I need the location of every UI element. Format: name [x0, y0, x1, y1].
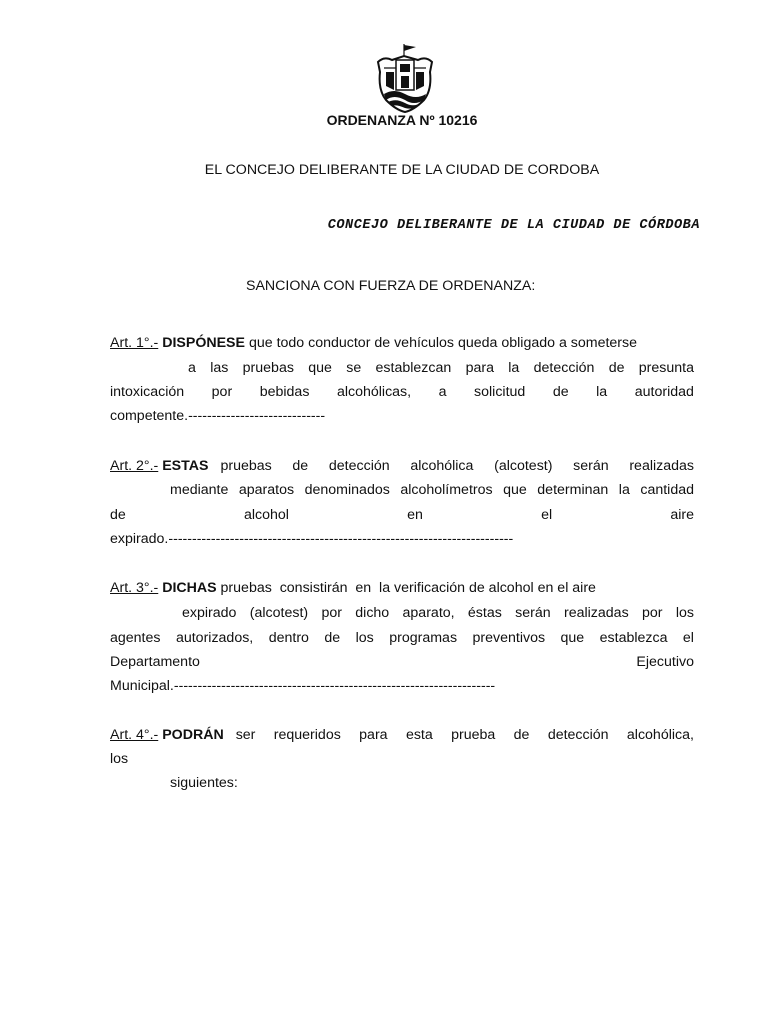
word: Ejecutivo	[636, 654, 694, 670]
article-1-line-4: competente.-----------------------------	[110, 408, 326, 424]
word: bebidas	[259, 384, 310, 400]
word: de	[324, 630, 341, 646]
word: que	[560, 630, 585, 646]
ordinance-title: ORDENANZA Nº 10216	[326, 112, 478, 128]
word: de	[110, 507, 126, 523]
council-heading-italic: CONCEJO DELIBERANTE DE LA CIUDAD DE CÓRDOBA	[327, 218, 700, 233]
word: serán	[573, 458, 609, 474]
article-1-line-1	[110, 333, 694, 353]
word: la	[508, 360, 520, 376]
word: detección	[533, 360, 595, 376]
article-2-line-2	[170, 480, 694, 500]
word: denominados	[304, 482, 390, 498]
word: para	[359, 727, 388, 743]
justified-text	[188, 358, 694, 378]
article-3-line-5: Municipal.--------------------------------------------------------------------	[110, 678, 496, 694]
word: alcoholímetros	[400, 482, 493, 498]
article-3-line-1	[110, 578, 694, 598]
word: aire	[670, 507, 694, 523]
word: las	[210, 360, 229, 376]
article-3-text: pruebas consistirán en la verificación de alcohol en el aire	[220, 580, 596, 596]
word: esta	[405, 727, 433, 743]
article-4-label: Art. 4°.-	[110, 727, 159, 743]
word: solicitud	[474, 384, 526, 400]
article-1-keyword: DISPÓNESE	[162, 335, 245, 351]
word: por	[211, 384, 233, 400]
article-1-text: que todo conductor de vehículos queda obligado a someterse	[248, 335, 638, 351]
word: alcohólica,	[626, 727, 694, 743]
article-1-line-2	[188, 358, 694, 378]
word: Departamento	[110, 654, 200, 670]
word: establezcan	[375, 360, 452, 376]
word: que	[308, 360, 332, 376]
word: de	[552, 384, 569, 400]
sanction-heading: SANCIONA CON FUERZA DE ORDENANZA:	[246, 278, 536, 294]
word: por	[321, 605, 342, 621]
justified-text	[110, 725, 694, 745]
word: por	[642, 605, 663, 621]
article-4-keyword: PODRÁN	[162, 727, 224, 743]
word: a	[188, 360, 196, 376]
word: de	[513, 727, 530, 743]
word: los	[675, 605, 694, 621]
article-4-line-3: siguientes:	[170, 775, 238, 791]
word: detección	[328, 458, 390, 474]
justified-text	[110, 505, 694, 525]
word: (alcotest)	[249, 605, 309, 621]
word: dicho	[355, 605, 390, 621]
word: pruebas	[242, 360, 294, 376]
word: de	[608, 360, 625, 376]
justified-text	[110, 652, 694, 672]
article-2-line-4: expirado.-------------------------------------------------------------------------	[110, 531, 514, 547]
word: mediante	[170, 482, 229, 498]
word: expirado	[182, 605, 237, 621]
word: que	[503, 482, 527, 498]
word: pruebas	[220, 458, 272, 474]
word: presunta	[638, 360, 694, 376]
article-3-keyword: DICHAS	[162, 580, 217, 596]
justified-text	[110, 456, 694, 476]
article-4-text	[236, 725, 694, 745]
word: la	[596, 384, 608, 400]
word: el	[541, 507, 553, 523]
article-4-line-1	[110, 725, 694, 745]
word: autorizados,	[175, 630, 254, 646]
word: prueba	[451, 727, 496, 743]
word: aparatos	[238, 482, 295, 498]
word: realizadas	[629, 458, 694, 474]
word: realizadas	[564, 605, 629, 621]
article-3-line-3	[110, 628, 694, 648]
word: alcohólicas,	[336, 384, 412, 400]
article-2-keyword: ESTAS	[162, 458, 209, 474]
justified-text	[110, 628, 694, 648]
justified-text	[110, 382, 694, 402]
justified-text	[170, 480, 694, 500]
word: de	[292, 458, 309, 474]
word: la	[618, 482, 630, 498]
word: intoxicación	[110, 384, 185, 400]
word: establezca	[599, 630, 668, 646]
city-coat-of-arms-icon	[374, 42, 436, 114]
article-3-label: Art. 3°.-	[110, 580, 159, 596]
word: requeridos	[273, 727, 341, 743]
word: cantidad	[640, 482, 694, 498]
word: preventivos	[472, 630, 546, 646]
word: determinan	[537, 482, 609, 498]
word: éstas	[467, 605, 502, 621]
article-3-line-2	[182, 603, 694, 623]
article-2-label: Art. 2°.-	[110, 458, 159, 474]
word: se	[346, 360, 362, 376]
article-4-line-2: los	[110, 751, 129, 767]
word: aparato,	[402, 605, 455, 621]
word: para	[465, 360, 494, 376]
article-1-line-3	[110, 382, 694, 402]
word: alcohol	[243, 507, 289, 523]
council-heading: EL CONCEJO DELIBERANTE DE LA CIUDAD DE CORDOBA	[204, 162, 600, 178]
justified-text	[182, 603, 694, 623]
word: dentro	[268, 630, 309, 646]
word: alcohólica	[410, 458, 474, 474]
article-2-text	[220, 456, 694, 476]
word: en	[407, 507, 423, 523]
word: autoridad	[634, 384, 694, 400]
word: serán	[515, 605, 551, 621]
word: los	[355, 630, 374, 646]
word: ser	[235, 727, 256, 743]
word: programas	[389, 630, 458, 646]
word: el	[682, 630, 694, 646]
article-2-line-3	[110, 505, 694, 525]
word: detección	[547, 727, 609, 743]
article-1-label: Art. 1°.-	[110, 335, 159, 351]
article-2-line-1	[110, 456, 694, 476]
word: agentes	[110, 630, 161, 646]
article-3-line-4	[110, 652, 694, 672]
word: a	[438, 384, 447, 400]
word: (alcotest)	[494, 458, 553, 474]
